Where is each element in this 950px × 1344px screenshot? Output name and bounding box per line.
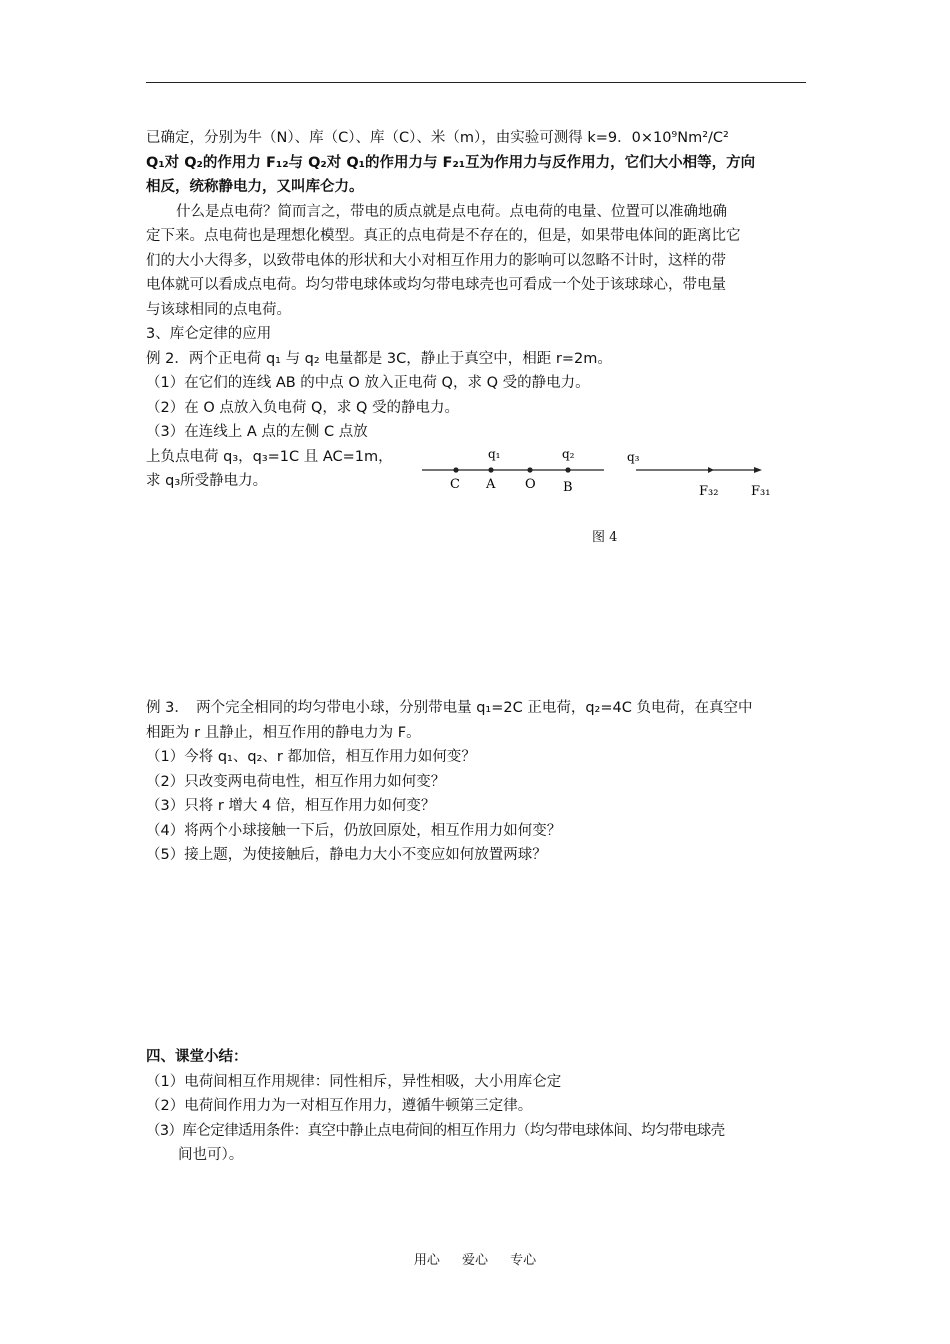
example2-item-1: （1）在它们的连线 AB 的中点 O 放入正电荷 Q，求 Q 受的静电力。	[146, 375, 590, 391]
example3-item-5: （5）接上题，为使接触后，静电力大小不变应如何放置两球？	[146, 847, 547, 863]
label-f32: F₃₂	[699, 484, 719, 499]
example3-item-3: （3）只将 r 增大 4 倍，相互作用力如何变？	[146, 798, 436, 814]
example3-line-2: 相距为 r 且静止，相互作用的静电力为 F。	[146, 724, 421, 741]
example3-item-1: （1）今将 q₁、q₂、r 都加倍，相互作用力如何变？	[146, 749, 476, 765]
example2-item-3: （3）在连线上 A 点的左侧 C 点放	[146, 424, 368, 440]
example3-item-4: （4）将两个小球接触一下后，仍放回原处，相互作用力如何变？	[146, 822, 562, 839]
label-q3: q₃	[627, 450, 640, 464]
point-charge-line-2: 定下来。点电荷也是理想化模型。真正的点电荷是不存在的，但是，如果带电体间的距离比它	[146, 228, 741, 244]
label-o: O	[525, 477, 536, 492]
label-c: C	[450, 477, 460, 492]
section-heading: 3、库仑定律的应用	[146, 326, 272, 342]
section-coulomb-units	[146, 126, 808, 322]
summary-heading: 四、课堂小结：	[146, 1049, 248, 1065]
arrow-f32	[708, 467, 714, 473]
bold-law-line-2: 相反，统称静电力，又叫库仑力。	[146, 179, 364, 195]
summary-item-2: （2）电荷间作用力为一对相互作用力，遵循牛顿第三定律。	[146, 1098, 533, 1114]
header-rule	[146, 82, 806, 83]
example2-item-3-cont: 上负点电荷 q₃，q₃=1C 且 AC=1m，	[146, 448, 393, 465]
page-footer: 用心 爱心 专心	[413, 1253, 537, 1268]
point-o	[527, 467, 532, 472]
point-charge-line-5: 与该球相同的点电荷。	[146, 301, 291, 318]
example3-item-2: （2）只改变两电荷电性，相互作用力如何变？	[146, 773, 446, 790]
arrow-f31	[754, 467, 762, 473]
charge-diagram	[418, 440, 788, 504]
example3-line-1: 例 3． 两个完全相同的均匀带电小球，分别带电量 q₁=2C 正电荷，q₂=4C 负电荷，在真空中	[146, 700, 753, 716]
label-q1: q₁	[488, 447, 501, 461]
label-b: B	[563, 480, 573, 495]
example3	[146, 696, 808, 868]
example2-item-2: （2）在 O 点放入负电荷 Q，求 Q 受的静电力。	[146, 399, 460, 416]
point-charge-line-3: 们的大小大得多，以致带电体的形状和大小对相互作用力的影响可以忽略不计时，这样的带	[146, 252, 726, 269]
point-charge-line-4: 电体就可以看成点电荷。均匀带电球体或均匀带电球壳也可看成一个处于该球球心，带电量	[146, 277, 726, 293]
label-q2: q₂	[562, 447, 575, 461]
units-line: 已确定，分别为牛（N）、库（C）、库（C）、米（m），由实验可测得 k=9．0×10⁹Nm²/C²	[146, 130, 729, 146]
summary-item-1: （1）电荷间相互作用规律：同性相斥，异性相吸，大小用库仑定	[146, 1073, 562, 1090]
point-a	[488, 467, 493, 472]
label-f31: F₃₁	[751, 484, 771, 499]
label-a: A	[486, 477, 496, 492]
example2-title: 例 2．两个正电荷 q₁ 与 q₂ 电量都是 3C，静止于真空中，相距 r=2m。	[146, 350, 612, 367]
summary-item-3: （3）库仑定律适用条件：真空中静止点电荷间的相互作用力（均匀带电球体间、均匀带电球壳	[146, 1122, 725, 1139]
point-c	[453, 467, 458, 472]
figure-caption: 图 4	[592, 530, 618, 545]
bold-law-line-1: Q₁对 Q₂的作用力 F₁₂与 Q₂对 Q₁的作用力与 F₂₁互为作用力与反作用力，它们大小相等，方向	[146, 154, 756, 171]
point-b	[565, 467, 570, 472]
summary	[146, 1045, 808, 1168]
summary-item-3-cont: 间也可）。	[178, 1147, 244, 1163]
example2-item-3-end: 求 q₃所受静电力。	[146, 473, 268, 489]
point-charge-line-1: 什么是点电荷？简而言之，带电的质点就是点电荷。点电荷的电量、位置可以准确地确	[176, 203, 727, 220]
